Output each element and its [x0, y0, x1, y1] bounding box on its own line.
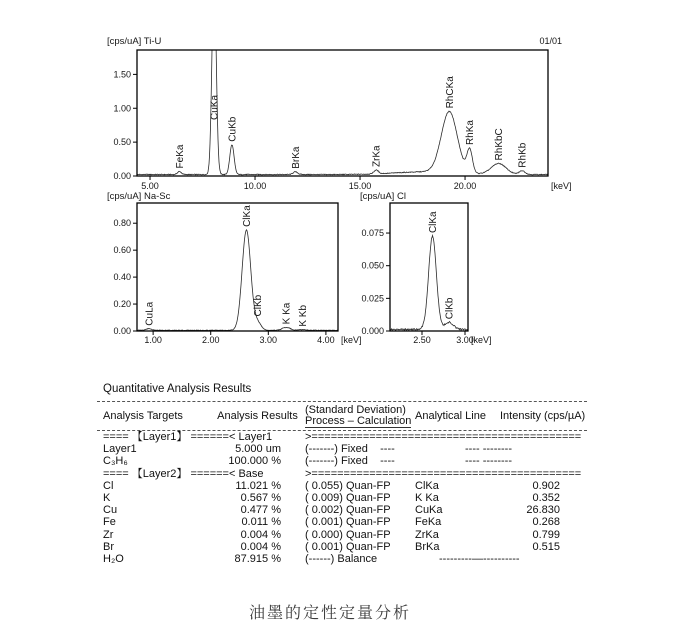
cell: K Ka	[415, 492, 439, 505]
cell: 5.000 um	[235, 443, 281, 456]
col-header-analysis-targets: Analysis Targets	[103, 410, 183, 422]
peak-label: K Kb	[297, 304, 309, 327]
spectrum-curve	[137, 20, 548, 175]
y-tick-label: 0.50	[113, 137, 131, 148]
x-tick-label: 2.50	[413, 335, 431, 345]
cell: 0.567 %	[240, 492, 281, 505]
cell: 0.004 %	[240, 540, 281, 553]
cell: 87.915 %	[234, 553, 281, 566]
y-tick-label: 0.00	[113, 326, 131, 336]
cell: Fe	[103, 516, 116, 529]
cell: Cu	[103, 504, 118, 517]
y-tick-label: 0.000	[361, 326, 384, 336]
chart-Ti-U	[107, 20, 572, 191]
peak-label: CuLa	[144, 301, 156, 326]
separator-left: ==== 【Layer2】 ======< Base	[103, 467, 264, 480]
peak-label: ClKa	[241, 205, 253, 227]
chart-title: [cps/uA] Cl	[360, 191, 406, 202]
cell: ---- --------	[465, 455, 513, 468]
cell: 0.011 %	[241, 516, 281, 529]
result-row	[97, 529, 587, 541]
cell: FeKa	[415, 516, 442, 529]
peak-label: ClKa	[427, 211, 439, 234]
chart-Na-Sc	[107, 191, 362, 345]
layer-separator-row	[97, 431, 587, 443]
y-tick-label: 0.20	[113, 299, 131, 310]
cell: ( 0.009) Quan-FP	[305, 492, 391, 505]
chart-title: [cps/uA] Ti-U	[107, 36, 162, 47]
cell: ( 0.055) Quan-FP	[305, 479, 391, 492]
cell: ClKa	[415, 479, 439, 492]
layer-separator-row	[97, 468, 587, 480]
peak-label: FeKa	[174, 144, 186, 169]
cell: 0.515	[532, 540, 560, 553]
cell: (-------) Fixed ----	[305, 455, 395, 468]
result-row	[97, 553, 587, 565]
peak-label: BrKa	[290, 146, 302, 169]
cell: ( 0.001) Quan-FP	[305, 540, 391, 553]
peak-label: RhKa	[465, 120, 477, 146]
col-header-intensity: Intensity (cps/µA)	[500, 410, 586, 422]
cell: K	[103, 492, 111, 505]
cell: Layer1	[103, 443, 137, 456]
cell: C₃H₆	[103, 455, 128, 468]
x-tick-label: 3.00	[456, 335, 474, 345]
x-tick-label: 1.00	[144, 335, 162, 345]
cell: ZrKa	[415, 528, 439, 541]
plot-border	[137, 50, 548, 176]
result-row	[97, 480, 587, 492]
x-axis-unit-label: [keV]	[341, 335, 362, 345]
peak-label: K Ka	[281, 302, 293, 325]
cell: Cl	[103, 479, 114, 492]
chart-Cl	[360, 191, 492, 345]
cell: Zr	[103, 528, 114, 541]
separator-left: ==== 【Layer1】 ======< Layer1	[103, 431, 273, 443]
y-tick-label: 1.50	[113, 69, 131, 80]
cell: 0.902	[532, 479, 560, 492]
page-number: 01/01	[539, 36, 562, 46]
cell: 0.477 %	[240, 504, 281, 517]
result-row	[97, 541, 587, 553]
result-row	[97, 504, 587, 516]
y-tick-label: 0.075	[361, 228, 384, 239]
peak-label: CuKa	[209, 94, 221, 120]
quantitative-results-table	[97, 383, 587, 565]
x-tick-label: 20.00	[453, 181, 477, 191]
cell	[500, 455, 587, 467]
y-tick-label: 0.050	[361, 260, 384, 271]
cell: H₂O	[103, 553, 124, 566]
cell	[500, 443, 587, 455]
cell: 0.268	[532, 516, 560, 529]
caption: 油墨的定性定量分析	[248, 605, 411, 622]
peak-label: CuKb	[227, 116, 239, 142]
table-header-row	[97, 405, 587, 428]
cell: ( 0.002) Quan-FP	[305, 504, 391, 517]
cell: 100.000 %	[228, 455, 281, 468]
spectrum-curve	[390, 236, 468, 331]
x-tick-label: 5.00	[141, 181, 159, 191]
peak-label: RhKbC	[494, 128, 506, 161]
cell: ( 0.000) Quan-FP	[305, 528, 391, 541]
cell: (------) Balance	[305, 553, 378, 566]
y-tick-label: 0.40	[113, 272, 131, 283]
header-line-1: (Standard Deviation)	[305, 404, 406, 416]
peak-label: RhKb	[517, 142, 529, 168]
cell: 11.021 %	[235, 479, 281, 492]
col-header-analysis-results: Analysis Results	[217, 410, 298, 422]
col-header-standard-deviation	[305, 405, 415, 428]
col-header-analytical-line: Analytical Line	[415, 410, 486, 422]
cell: 0.352	[532, 492, 560, 505]
divider-top	[97, 401, 587, 402]
separator-right: >==========================================	[305, 431, 582, 443]
cell: ---- --------	[465, 443, 513, 456]
cell: 0.004 %	[240, 528, 281, 541]
result-row	[97, 516, 587, 528]
peak-label: ClKb	[444, 297, 456, 320]
table-title: Quantitative Analysis Results	[103, 383, 252, 395]
separator-right: >==========================================	[305, 467, 582, 480]
cell: (-------) Fixed ----	[305, 443, 395, 456]
x-tick-label: 15.00	[348, 181, 372, 191]
x-tick-label: 2.00	[201, 335, 220, 345]
peak-label: ClKb	[253, 294, 265, 317]
y-tick-label: 0.00	[113, 171, 131, 181]
cell: ---------—----------	[439, 553, 520, 566]
x-axis-unit-label: [keV]	[471, 335, 492, 345]
cell: CuKa	[415, 504, 443, 517]
result-row	[97, 492, 587, 504]
peak-label: RhCKa	[444, 76, 456, 109]
header-line-2: Process – Calculation	[305, 415, 412, 427]
y-tick-label: 0.80	[113, 218, 131, 229]
y-tick-label: 0.60	[113, 245, 131, 256]
table-body	[97, 431, 587, 565]
cell: BrKa	[415, 540, 440, 553]
x-tick-label: 3.00	[259, 335, 278, 345]
y-tick-label: 1.00	[113, 103, 131, 114]
cell: 26.830	[526, 504, 560, 517]
x-axis-unit-label: [keV]	[551, 181, 572, 191]
x-tick-label: 10.00	[243, 181, 267, 191]
cell: ( 0.001) Quan-FP	[305, 516, 391, 529]
cell: 0.799	[532, 528, 560, 541]
result-row	[97, 455, 587, 467]
cell: Br	[103, 540, 114, 553]
chart-title: [cps/uA] Na-Sc	[107, 191, 171, 202]
peak-label: ZrKa	[371, 145, 383, 168]
result-row	[97, 443, 587, 455]
cell	[500, 553, 587, 565]
y-tick-label: 0.025	[361, 293, 384, 304]
x-tick-label: 4.00	[317, 335, 335, 345]
